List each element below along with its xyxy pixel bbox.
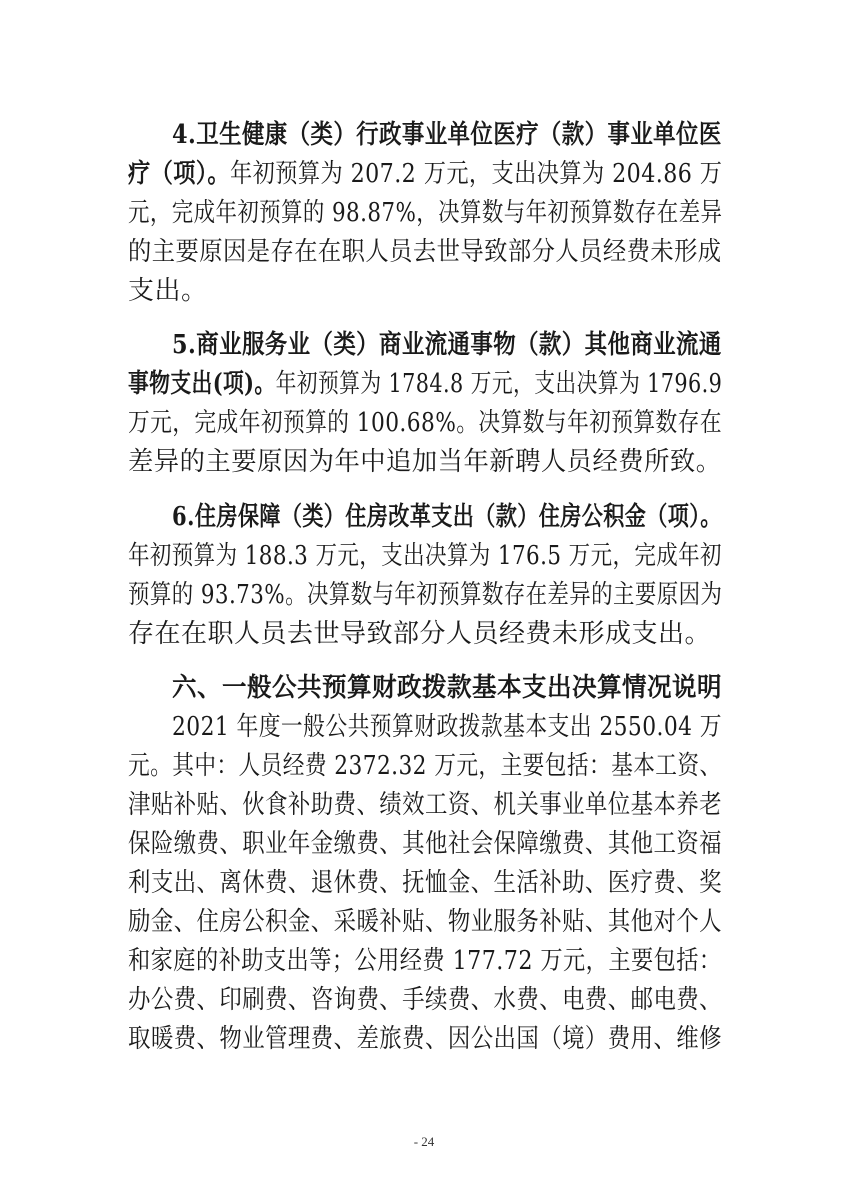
item-4-line-2 xyxy=(128,157,722,191)
paragraph-text: 存在在职人员去世导致部分人员经费未形成支出。 xyxy=(128,619,712,649)
body-line-8: 办公费、印刷费、咨询费、手续费、水费、电费、邮电费、 xyxy=(128,985,723,1015)
item-5-heading-cont: 事物支出(项)。 xyxy=(128,369,276,399)
body-line-7: 和家庭的补助支出等；公用经费 177.72 万元，主要包括： xyxy=(128,946,722,976)
item-4-heading: 4.卫生健康（类）行政事业单位医疗（款）事业单位医 xyxy=(172,120,722,150)
body-line-2: 元。其中：人员经费 2372.32 万元，主要包括：基本工资、 xyxy=(128,751,722,781)
item-5-heading: 5.商业服务业（类）商业流通事物（款）其他商业流通 xyxy=(172,330,722,360)
paragraph-text: 年初预算为 188.3 万元，支出决算为 176.5 万元，完成年初 xyxy=(128,541,722,571)
item-6-heading: 6.住房保障（类）住房改革支出（款）住房公积金（项）。 xyxy=(172,502,722,532)
body-line-5: 利支出、离休费、退休费、抚恤金、生活补助、医疗费、奖 xyxy=(128,868,723,898)
item-6-line-3 xyxy=(128,578,722,612)
paragraph-text: 预算的 93.73%。决算数与年初预算数存在差异的主要原因为 xyxy=(128,580,723,610)
item-4-line-3 xyxy=(128,196,722,230)
item-4-line-1 xyxy=(172,118,722,152)
body-line-4: 保险缴费、职业年金缴费、其他社会保障缴费、其他工资福 xyxy=(128,829,723,859)
item-6-line-1 xyxy=(172,500,722,534)
item-5-line-3 xyxy=(128,406,722,440)
body-line-3: 津贴补贴、伙食补助费、绩效工资、机关事业单位基本养老 xyxy=(128,790,723,820)
item-5-text: 年初预算为 1784.8 万元，支出决算为 1796.9 xyxy=(275,369,723,399)
item-6-line-2 xyxy=(128,539,722,573)
item-6-line-4 xyxy=(128,617,711,651)
item-5-line-1 xyxy=(172,328,722,362)
item-5-line-4 xyxy=(128,445,722,479)
page-number: - 24 xyxy=(413,1134,435,1149)
item-4-line-5 xyxy=(128,274,208,308)
paragraph-text: 支出。 xyxy=(128,276,208,306)
item-5-line-2 xyxy=(128,367,722,401)
paragraph-text: 元，完成年初预算的 98.87%，决算数与年初预算数存在差异 xyxy=(128,198,723,228)
item-4-text: 年初预算为 207.2 万元，支出决算为 204.86 万 xyxy=(230,159,723,189)
body-line-9: 取暖费、物业管理费、差旅费、因公出国（境）费用、维修 xyxy=(128,1024,723,1054)
item-4-heading-cont: 疗（项）。 xyxy=(128,159,231,189)
paragraph-text: 差异的主要原因为年中追加当年新聘人员经费所致。 xyxy=(128,447,722,477)
body-line-6: 励金、住房公积金、采暖补贴、物业服务补贴、其他对个人 xyxy=(128,907,723,937)
item-4-line-4 xyxy=(128,235,722,269)
paragraph-text: 万元，完成年初预算的 100.68%。决算数与年初预算数存在 xyxy=(128,408,722,438)
paragraph-text: 的主要原因是存在在职人员去世导致部分人员经费未形成 xyxy=(128,237,722,267)
body-line-1: 2021 年度一般公共预算财政拨款基本支出 2550.04 万 xyxy=(172,712,722,742)
section-heading: 六、一般公共预算财政拨款基本支出决算情况说明 xyxy=(172,673,723,703)
